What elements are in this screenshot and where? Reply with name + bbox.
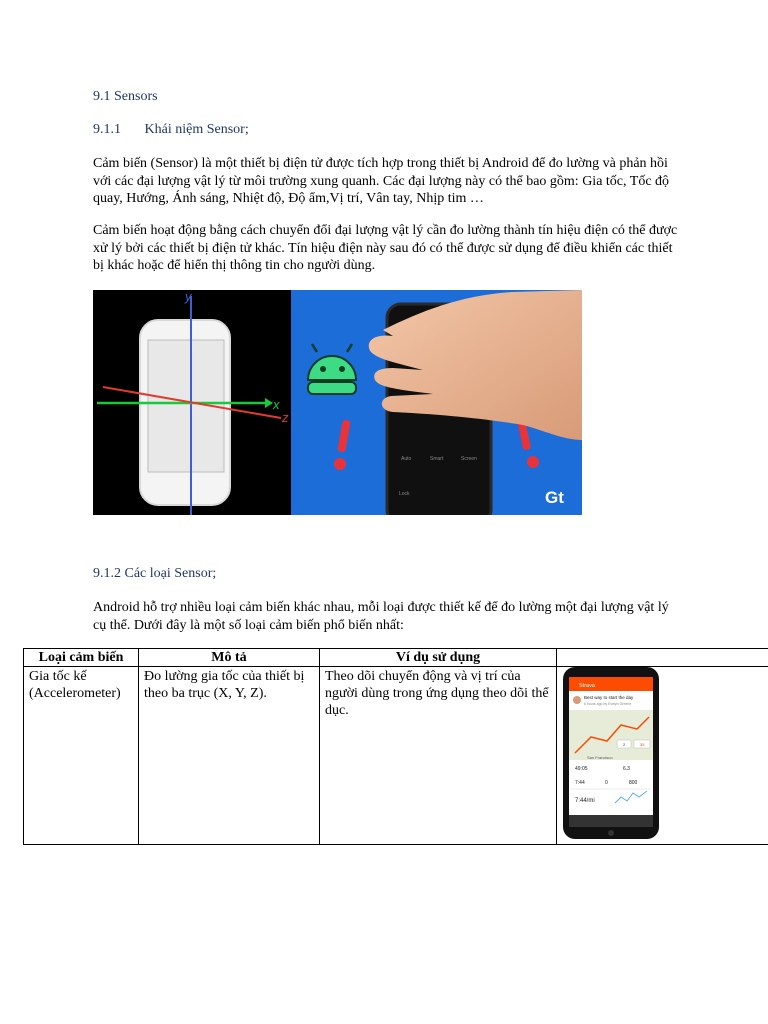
app-name: Strava: [579, 683, 595, 689]
sensor-table: [23, 648, 768, 845]
cell-usage-example: Theo dõi chuyển động và vị trí của người dùng trong ứng dụng theo dõi thể dục.: [320, 667, 557, 845]
card-title: Best way to start the day: [584, 695, 634, 700]
fitness-app-phone-image: [557, 667, 768, 839]
stat-pace: 7:44: [575, 780, 585, 786]
subsection-number: 9.1.1: [93, 122, 121, 137]
map-city-label: San Francisco: [587, 755, 613, 760]
card-subtitle: 6 hours ago by Evelyn Greene: [584, 702, 632, 706]
phone-button-smart: Smart: [430, 456, 444, 462]
android-body: [308, 382, 356, 394]
table-row: [24, 667, 768, 845]
bottom-nav: [569, 815, 653, 827]
paragraph-sensor-types: Android hỗ trợ nhiều loại cảm biến khác nhau, mỗi loại được thiết kế để đo lường một đại lượng vật lý cụ thể. Dưới đây là một số loại cảm biến phổ biến nhất:: [93, 600, 669, 633]
phone-button-auto: Auto: [401, 456, 412, 462]
subsection-title: Khái niệm Sensor;: [144, 122, 249, 137]
cell-description: Đo lường gia tốc của thiết bị theo ba trục (X, Y, Z).: [139, 667, 320, 845]
comments-count: 2: [623, 742, 626, 747]
paragraph-definition: Cảm biến (Sensor) là một thiết bị điện tử được tích hợp trong thiết bị Android để đo lường và phản hồi với các đại lượng vật lý từ môi trường xung quanh. Các đại lượng này có thể bao gồm: Gia tốc, Tốc độ quay, Hướng, Ánh sáng, Nhiệt độ, Độ ẩm,Vị trí, Vân tay, Nhịp tim …: [93, 156, 670, 206]
kudos-count: 35: [640, 742, 645, 747]
phone-button-lock: Lock: [399, 491, 410, 497]
subsection-heading-2: [93, 566, 216, 582]
subsection-heading-1: [93, 122, 249, 138]
header-usage-example: Ví dụ sử dụng: [320, 649, 557, 667]
paragraph-operation: Cảm biến hoạt động bằng cách chuyển đổi đại lượng vật lý cần đo lường thành tín hiệu điện có thể được xử lý bởi các thiết bị điện tử khác. Tín hiệu điện này sau đó có thể được sử dụng để điều khiển các thiết bị khác hoặc để hiển thị thông tin cho người dùng.: [93, 223, 678, 273]
sensor-illustration-image: [93, 290, 582, 515]
cell-image: [557, 667, 768, 845]
stat-elevation: 0: [605, 780, 608, 786]
header-sensor-type: Loại cảm biến: [24, 649, 139, 667]
x-axis-label: x: [273, 397, 280, 412]
section-title: Sensors: [114, 89, 158, 104]
avatar: [573, 696, 581, 704]
map-area: [569, 710, 653, 760]
stat-distance: 6.3: [623, 766, 630, 772]
section-number: 9.1: [93, 89, 111, 104]
stat-calories: 800: [629, 780, 638, 786]
home-button: [608, 830, 614, 836]
stat-time: 49:05: [575, 766, 588, 772]
gt-logo: Gt: [545, 488, 564, 507]
section-heading: [93, 89, 158, 105]
sensor-illustration: [93, 290, 582, 515]
z-axis-label: z: [282, 410, 289, 425]
pace-readout: 7:44/mi: [575, 798, 595, 804]
phone-button-screen: Screen: [461, 456, 477, 462]
header-image: [557, 649, 768, 667]
table-header-row: [24, 649, 768, 667]
header-description: Mô tả: [139, 649, 320, 667]
cell-sensor-type: Gia tốc kế (Accelerometer): [24, 667, 139, 845]
y-axis-label: y: [185, 290, 192, 304]
subsection-2-title: 9.1.2 Các loại Sensor;: [93, 566, 217, 581]
